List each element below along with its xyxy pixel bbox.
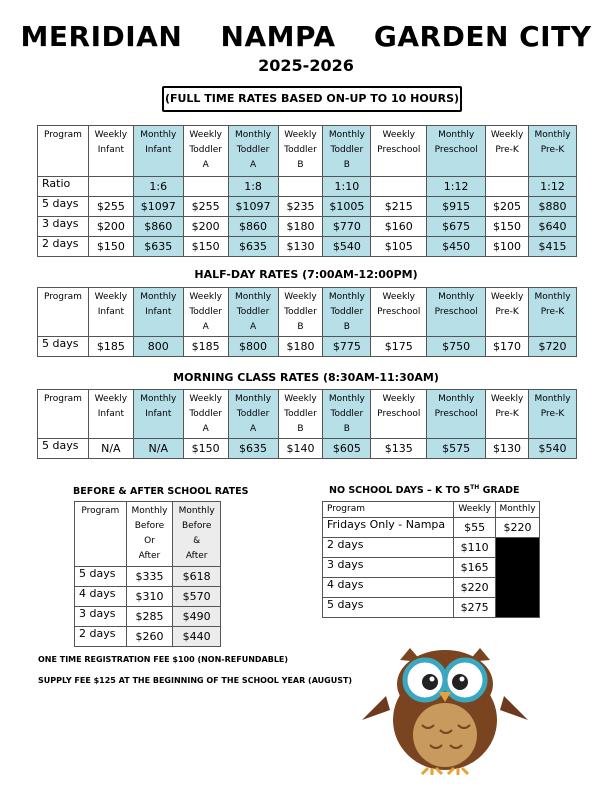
table-row [38, 197, 577, 217]
column-header: Monthly Toddler B [323, 390, 371, 439]
fulltime-note: (FULL TIME RATES BASED ON-UP TO 10 HOURS) [162, 86, 462, 112]
rate-cell: N/A [133, 439, 183, 459]
before-after-table [74, 501, 221, 647]
column-header: Monthly Before Or After [126, 502, 173, 567]
rate-cell: $150 [183, 237, 228, 257]
rate-cell: $185 [183, 337, 228, 357]
column-header: Weekly Infant [88, 390, 133, 439]
rate-cell: $175 [371, 337, 427, 357]
column-header: Monthly [496, 502, 540, 518]
rate-cell: $450 [427, 237, 486, 257]
morning-rates-table [37, 389, 577, 459]
row-label: 3 days [38, 217, 89, 237]
column-header: Weekly Preschool [371, 288, 427, 337]
column-header: Monthly Infant [133, 126, 183, 177]
rate-cell: $220 [454, 578, 496, 598]
rate-cell: $675 [427, 217, 486, 237]
column-header: Monthly Preschool [427, 390, 486, 439]
rate-cell: $105 [371, 237, 427, 257]
column-header: Program [38, 126, 89, 177]
rate-cell: $570 [173, 587, 221, 607]
rate-cell: $605 [323, 439, 371, 459]
rate-cell: $1097 [228, 197, 278, 217]
table-row [38, 237, 577, 257]
table-row [323, 538, 540, 558]
rate-cell: $635 [133, 237, 183, 257]
table-row [75, 627, 221, 647]
row-label: 5 days [38, 197, 89, 217]
column-header: Weekly [454, 502, 496, 518]
row-label: 5 days [38, 439, 89, 459]
column-header: Monthly Pre-K [529, 390, 577, 439]
rate-cell: $205 [486, 197, 529, 217]
column-header: Weekly Preschool [371, 390, 427, 439]
column-header: Program [38, 390, 89, 439]
rate-cell: $640 [529, 217, 577, 237]
city-garden-city: GARDEN CITY [373, 20, 592, 53]
rate-cell: $200 [88, 217, 133, 237]
rate-cell: $880 [529, 197, 577, 217]
city-nampa: NAMPA [220, 20, 336, 53]
rate-cell: $185 [88, 337, 133, 357]
rate-cell: $255 [183, 197, 228, 217]
column-header: Weekly Pre-K [486, 288, 529, 337]
column-header: Monthly Pre-K [529, 126, 577, 177]
rate-cell [183, 177, 228, 197]
table-row [38, 217, 577, 237]
rate-cell: N/A [88, 439, 133, 459]
rate-cell: $150 [88, 237, 133, 257]
row-label: 5 days [75, 567, 127, 587]
column-header: Program [38, 288, 89, 337]
school-year: 2025-2026 [258, 56, 354, 75]
rate-cell [371, 177, 427, 197]
column-header: Monthly Preschool [427, 126, 486, 177]
rate-cell: $235 [278, 197, 323, 217]
rate-cell: $1097 [133, 197, 183, 217]
rate-cell: $915 [427, 197, 486, 217]
row-label: 4 days [75, 587, 127, 607]
row-label: 2 days [38, 237, 89, 257]
table-row [38, 439, 577, 459]
header-row [38, 288, 577, 337]
rate-cell: $490 [173, 607, 221, 627]
column-header: Weekly Toddler B [278, 288, 323, 337]
rate-cell [486, 177, 529, 197]
column-header: Weekly Toddler A [183, 288, 228, 337]
rate-cell: $415 [529, 237, 577, 257]
rate-cell: $220 [496, 518, 540, 538]
row-label: Fridays Only - Nampa [323, 518, 454, 538]
rate-cell: $165 [454, 558, 496, 578]
rate-cell: $170 [486, 337, 529, 357]
rate-cell: $635 [228, 439, 278, 459]
rate-cell: $130 [486, 439, 529, 459]
rate-cell: $100 [486, 237, 529, 257]
row-label: 2 days [75, 627, 127, 647]
column-header: Weekly Pre-K [486, 390, 529, 439]
column-header: Weekly Pre-K [486, 126, 529, 177]
rate-cell: 1:10 [323, 177, 371, 197]
column-header: Weekly Toddler B [278, 126, 323, 177]
header-row [75, 502, 221, 567]
column-header: Weekly Infant [88, 126, 133, 177]
row-label: 5 days [38, 337, 89, 357]
row-label: 3 days [323, 558, 454, 578]
header-row [323, 502, 540, 518]
rate-cell: $140 [278, 439, 323, 459]
rate-cell: $860 [228, 217, 278, 237]
table-row [75, 567, 221, 587]
table-row [38, 177, 577, 197]
table-row [323, 518, 540, 538]
rate-cell: $150 [486, 217, 529, 237]
row-label: 5 days [323, 598, 454, 618]
rate-cell: $750 [427, 337, 486, 357]
no-school-title: NO SCHOOL DAYS – K TO 5TH GRADE [329, 484, 520, 497]
rate-cell: $618 [173, 567, 221, 587]
rate-cell: $255 [88, 197, 133, 217]
row-label: 3 days [75, 607, 127, 627]
rate-cell: $860 [133, 217, 183, 237]
rate-cell: $770 [323, 217, 371, 237]
table-row [75, 587, 221, 607]
column-header: Monthly Pre-K [529, 288, 577, 337]
no-school-table [322, 501, 540, 618]
row-label: 4 days [323, 578, 454, 598]
rate-cell: 1:6 [133, 177, 183, 197]
halfday-title: HALF-DAY RATES (7:00AM-12:00PM) [194, 268, 418, 281]
column-header: Monthly Before & After [173, 502, 221, 567]
rate-cell [278, 177, 323, 197]
column-header: Monthly Toddler A [228, 288, 278, 337]
owl-illustration-icon [360, 640, 530, 775]
rate-cell: 1:8 [228, 177, 278, 197]
rate-cell: $775 [323, 337, 371, 357]
rate-cell: 1:12 [427, 177, 486, 197]
before-after-title: BEFORE & AFTER SCHOOL RATES [73, 486, 249, 497]
morning-title: MORNING CLASS RATES (8:30AM-11:30AM) [173, 371, 439, 384]
column-header: Weekly Toddler A [183, 390, 228, 439]
rate-cell: 1:12 [529, 177, 577, 197]
city-meridian: MERIDIAN [20, 20, 183, 53]
fulltime-rates-table [37, 125, 577, 257]
column-header: Monthly Toddler A [228, 126, 278, 177]
column-header: Monthly Infant [133, 390, 183, 439]
rate-cell: $55 [454, 518, 496, 538]
rate-cell: $540 [323, 237, 371, 257]
halfday-rates-table [37, 287, 577, 357]
row-label: Ratio [38, 177, 89, 197]
rate-cell: $160 [371, 217, 427, 237]
column-header: Weekly Toddler B [278, 390, 323, 439]
rate-cell: $150 [183, 439, 228, 459]
rate-cell: $335 [126, 567, 173, 587]
blacked-out-cell [496, 538, 540, 618]
rate-cell: $575 [427, 439, 486, 459]
header-row [38, 390, 577, 439]
column-header: Weekly Toddler A [183, 126, 228, 177]
supply-fee: SUPPLY FEE $125 AT THE BEGINNING OF THE SCHOOL YEAR (AUGUST) [38, 676, 353, 685]
column-header: Weekly Preschool [371, 126, 427, 177]
rate-cell: $130 [278, 237, 323, 257]
column-header: Program [323, 502, 454, 518]
rate-cell: $215 [371, 197, 427, 217]
column-header: Monthly Toddler B [323, 126, 371, 177]
registration-fee: ONE TIME REGISTRATION FEE $100 (NON-REFUNDABLE) [38, 655, 289, 664]
rate-cell: $440 [173, 627, 221, 647]
column-header: Program [75, 502, 127, 567]
column-header: Weekly Infant [88, 288, 133, 337]
rate-cell: 800 [133, 337, 183, 357]
rate-cell: $635 [228, 237, 278, 257]
column-header: Monthly Preschool [427, 288, 486, 337]
rate-cell: $260 [126, 627, 173, 647]
page-title [0, 20, 612, 53]
rate-cell: $310 [126, 587, 173, 607]
rate-cell: $1005 [323, 197, 371, 217]
rate-cell: $800 [228, 337, 278, 357]
rate-cell: $135 [371, 439, 427, 459]
rate-cell: $540 [529, 439, 577, 459]
row-label: 2 days [323, 538, 454, 558]
rate-cell [88, 177, 133, 197]
table-row [75, 607, 221, 627]
rate-cell: $720 [529, 337, 577, 357]
rate-cell: $110 [454, 538, 496, 558]
table-row [38, 337, 577, 357]
rate-cell: $275 [454, 598, 496, 618]
column-header: Monthly Toddler A [228, 390, 278, 439]
rate-cell: $200 [183, 217, 228, 237]
header-row [38, 126, 577, 177]
column-header: Monthly Toddler B [323, 288, 371, 337]
column-header: Monthly Infant [133, 288, 183, 337]
rate-cell: $180 [278, 337, 323, 357]
rate-cell: $180 [278, 217, 323, 237]
rate-cell: $285 [126, 607, 173, 627]
